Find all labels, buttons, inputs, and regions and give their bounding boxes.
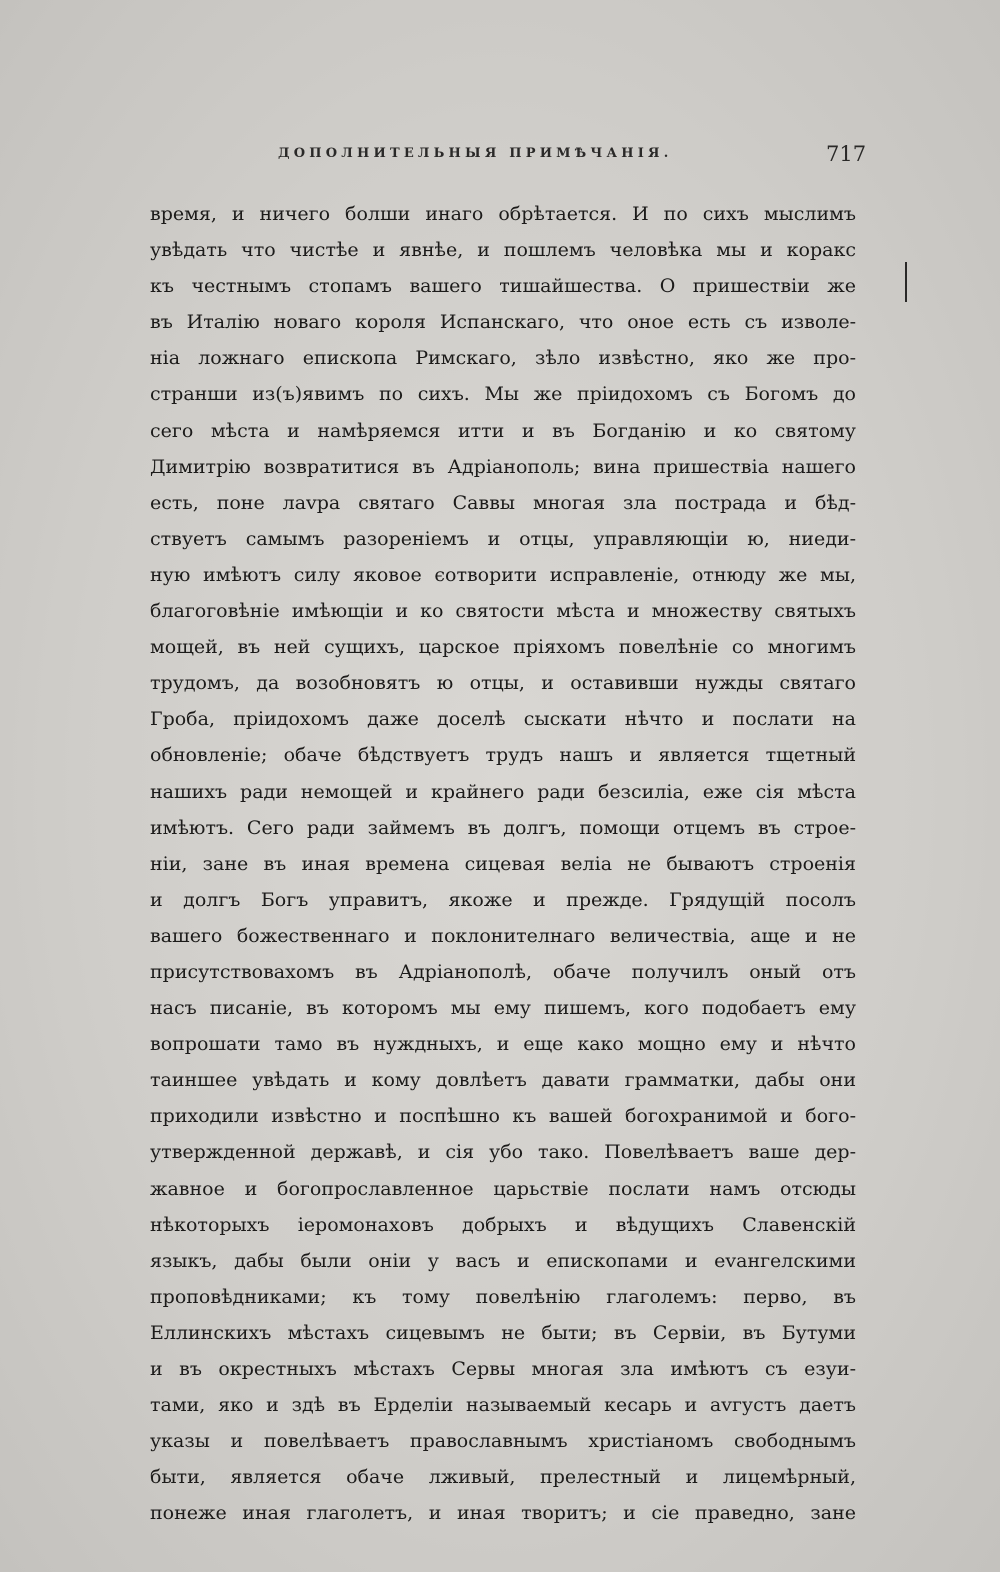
text-line: Гроба, пріидохомъ даже доселѣ сыскати нѣчто и послати на bbox=[150, 708, 856, 731]
text-line: таиншее увѣдать и кому довлѣетъ давати грамматки, дабы они bbox=[150, 1069, 856, 1092]
text-line: приходили извѣстно и поспѣшно къ вашей богохранимой и бого- bbox=[150, 1105, 856, 1128]
text-line: въ Италію новаго короля Испанскаго, что оное есть съ изволе- bbox=[150, 311, 856, 334]
page-number: 717 bbox=[826, 142, 867, 166]
text-line: вопрошати тамо въ нуждныхъ, и еще како мощно ему и нѣчто bbox=[150, 1033, 856, 1056]
text-line: мощей, въ ней сущихъ, царское пріяхомъ повелѣніе со многимъ bbox=[150, 636, 856, 659]
text-line: трудомъ, да возобновятъ ю отцы, и оставивши нужды святаго bbox=[150, 672, 856, 695]
text-line: сего мѣста и намѣряемся итти и въ Богданію и ко святому bbox=[150, 419, 856, 442]
text-line: имѣютъ. Сего ради займемъ въ долгъ, помощи отцемъ въ строе- bbox=[150, 816, 856, 839]
text-line: присутствовахомъ въ Адріанополѣ, обаче получилъ оный отъ bbox=[150, 960, 856, 983]
text-line: ную имѣютъ силу яковое єотворити исправленіе, отнюду же мы, bbox=[150, 563, 856, 586]
text-line: благоговѣніе имѣющіи и ко святости мѣста и множеству святыхъ bbox=[150, 600, 856, 623]
text-line: нашихъ ради немощей и крайнего ради безсиліа, еже сія мѣста bbox=[150, 780, 856, 803]
text-line: Еллинскихъ мѣстахъ сицевымъ не быти; въ Сервіи, въ Бутуми bbox=[150, 1321, 856, 1344]
text-line: понеже иная глаголетъ, и иная творитъ; и сіе праведно, зане bbox=[150, 1502, 856, 1525]
text-line: обновленіе; обаче бѣдствуетъ трудъ нашъ и является тщетный bbox=[150, 744, 856, 767]
text-line: быти, является обаче лживый, прелестный и лицемѣрный, bbox=[150, 1466, 856, 1489]
text-line: жавное и богопрославленное царьствіе послати намъ отсюды bbox=[150, 1177, 856, 1200]
text-line: ніа ложнаго епископа Римскаго, зѣло извѣстно, яко же про- bbox=[150, 347, 856, 370]
text-line: Димитрію возвратитися въ Адріанополь; вина пришествіа нашего bbox=[150, 455, 856, 478]
text-line: тами, яко и здѣ въ Ерделіи называемый кесарь и аvгустъ даетъ bbox=[150, 1394, 856, 1417]
text-line: къ честнымъ стопамъ вашего тишайшества. О пришествіи же bbox=[150, 275, 856, 298]
text-line: ніи, зане въ иная времена сицевая веліа не бываютъ строенія bbox=[150, 852, 856, 875]
text-line: указы и повелѣваетъ православнымъ христіаномъ свободнымъ bbox=[150, 1430, 856, 1453]
text-line: нѣкоторыхъ іеромонаховъ добрыхъ и вѣдущихъ Славенскій bbox=[150, 1213, 856, 1236]
text-line: и въ окрестныхъ мѣстахъ Сервы многая зла имѣютъ съ езуи- bbox=[150, 1358, 856, 1380]
text-line: ствуетъ самымъ разореніемъ и отцы, управляющіи ю, ниеди- bbox=[150, 527, 856, 550]
running-title: ДОПОЛНИТЕЛЬНЫЯ ПРИМѢЧАНІЯ. bbox=[278, 146, 673, 161]
body-text bbox=[150, 196, 856, 1531]
text-line: увѣдать что чистѣе и явнѣе, и пошлемъ человѣка мы и коракс bbox=[150, 239, 856, 262]
text-line: время, и ничего болши инаго обрѣтается. И по сихъ мыслимъ bbox=[150, 203, 856, 225]
text-line: языкъ, дабы были оніи у васъ и епископами и еvангелскими bbox=[150, 1249, 856, 1272]
text-line: странши из(ъ)явимъ по сихъ. Мы же пріидохомъ съ Богомъ до bbox=[150, 383, 856, 406]
margin-mark bbox=[905, 262, 907, 302]
text-line: есть, поне лаvра святаго Саввы многая зла пострада и бѣд- bbox=[150, 491, 856, 514]
text-line: вашего божественнаго и поклонителнаго величествіа, аще и не bbox=[150, 924, 856, 947]
text-line: проповѣдниками; къ тому повелѣнію глаголемъ: перво, въ bbox=[150, 1285, 856, 1308]
text-line: утвержденной державѣ, и сія убо тако. Повелѣваетъ ваше дер- bbox=[150, 1141, 856, 1164]
text-line: и долгъ Богъ управитъ, якоже и прежде. Грядущій посолъ bbox=[150, 888, 856, 911]
text-line: насъ писаніе, въ которомъ мы ему пишемъ, кого подобаетъ ему bbox=[150, 997, 856, 1020]
